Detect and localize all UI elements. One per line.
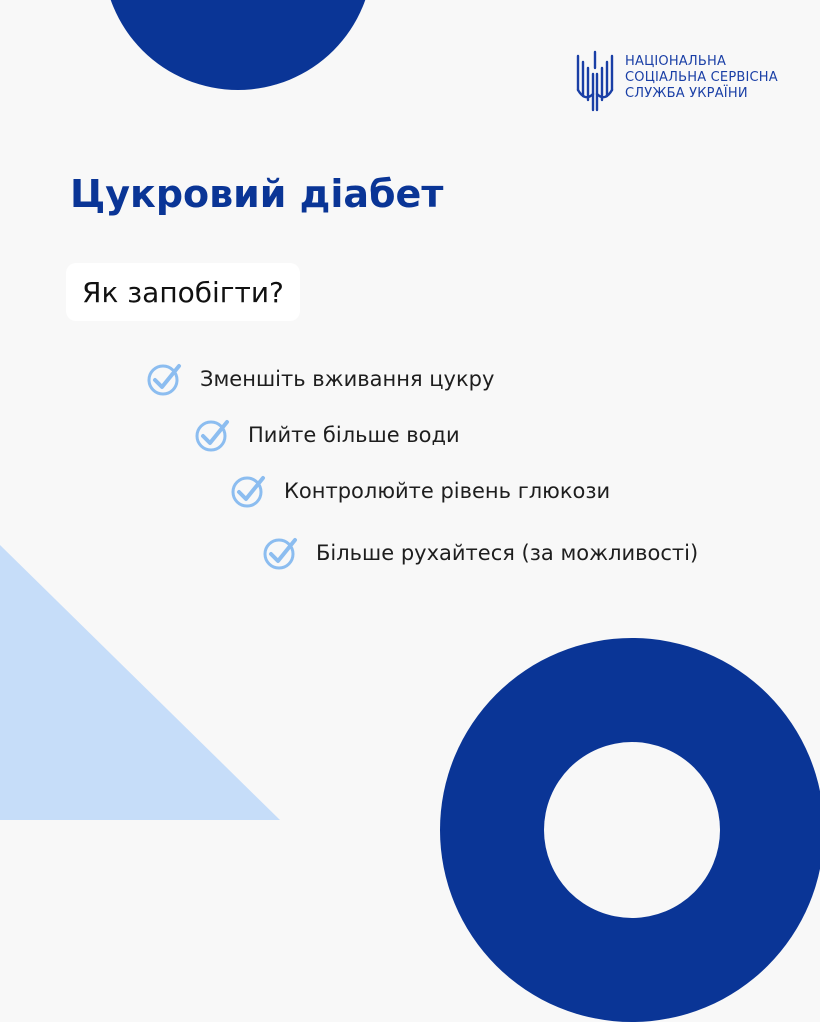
decorative-ring-bottom	[440, 638, 820, 1022]
tip-item	[230, 473, 610, 509]
organization-name	[625, 54, 778, 102]
organization-name-line: НАЦІОНАЛЬНА	[625, 54, 727, 69]
decorative-ring-hole	[544, 742, 720, 918]
tip-label: Зменшіть вживання цукру	[200, 367, 495, 391]
page-title: Цукровий діабет	[70, 172, 444, 216]
organization-name-line: СЛУЖБА УКРАЇНИ	[625, 86, 748, 101]
checkmark-circle-icon	[146, 361, 182, 397]
checkmark-circle-icon	[262, 535, 298, 571]
tip-label: Контролюйте рівень глюкози	[284, 479, 611, 503]
tip-item	[146, 361, 494, 397]
tip-label: Пийте більше води	[248, 423, 460, 447]
organization-name-line: СОЦІАЛЬНА СЕРВІСНА	[625, 70, 778, 85]
decorative-circle-top	[103, 0, 373, 90]
decorative-triangle	[0, 545, 280, 820]
trident-emblem-icon	[575, 50, 615, 114]
subtitle-card	[66, 263, 300, 321]
subtitle: Як запобігти?	[82, 275, 284, 309]
tip-item	[194, 417, 460, 453]
organization-logo	[575, 50, 778, 114]
checkmark-circle-icon	[230, 473, 266, 509]
tip-item	[262, 535, 698, 571]
tip-label: Більше рухайтеся (за можливості)	[316, 541, 699, 565]
checkmark-circle-icon	[194, 417, 230, 453]
